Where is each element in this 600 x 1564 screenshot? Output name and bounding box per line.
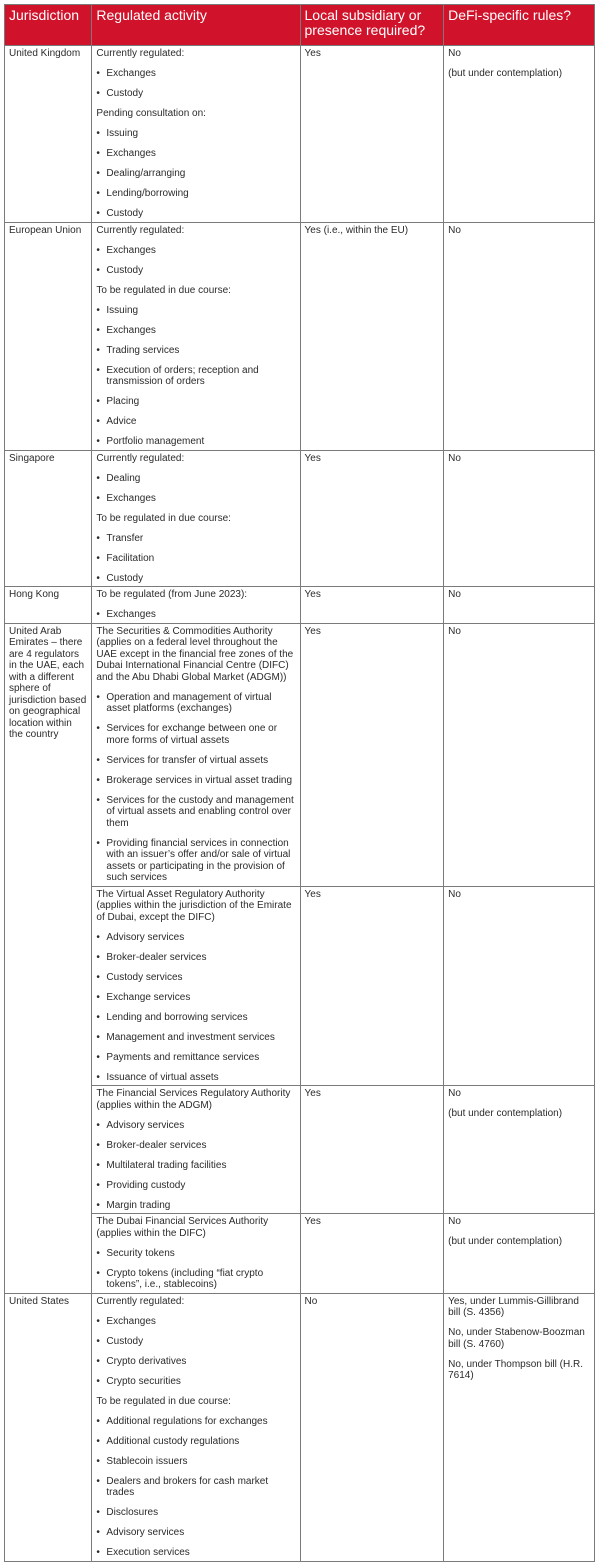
activity-bullet-item: • Exchanges <box>96 493 295 505</box>
table-row <box>5 587 595 624</box>
defi-rules-value: No <box>448 1088 461 1099</box>
activity-heading: To be regulated in due course: <box>96 1395 231 1407</box>
jurisdiction-cell: European Union <box>5 222 92 450</box>
table-row <box>5 886 595 1086</box>
defi-rules-value: No, under Stabenow-Boozman bill (S. 4760) <box>448 1327 585 1350</box>
activity-bullet-item: • Margin trading <box>96 1200 295 1212</box>
activity-bullet-item: • Trading services <box>96 345 295 357</box>
activity-heading: The Virtual Asset Regulatory Authority (applies within the jurisdiction of the Emirate of Dubai, except the DIFC) <box>96 888 292 923</box>
activity-bullet-item: • Issuing <box>96 128 295 140</box>
defi-rules-value: No <box>448 589 461 600</box>
activity-bullet-item: • Payments and remittance services <box>96 1052 295 1064</box>
activity-bullet-item: • Exchanges <box>96 609 295 621</box>
activity-bullet-item: • Custody <box>96 88 295 100</box>
local-presence-cell <box>300 1086 444 1214</box>
activity-bullet-item: • Issuing <box>96 305 295 317</box>
local-presence-cell <box>300 450 444 587</box>
activity-bullet-item: • Services for transfer of virtual assets <box>96 755 295 767</box>
activity-bullet-item: • Placing <box>96 396 295 408</box>
activity-bullet-item: • Broker-dealer services <box>96 1140 295 1152</box>
activity-bullet-item: • Exchanges <box>96 1316 295 1328</box>
defi-rules-value: No <box>448 48 461 59</box>
activity-bullet-item: • Custody <box>96 1336 295 1348</box>
defi-rules-cell <box>444 587 595 624</box>
activity-bullet-item: • Multilateral trading facilities <box>96 1160 295 1172</box>
activity-bullet-item: • Services for exchange between one or more forms of virtual assets <box>96 723 295 746</box>
activity-heading: The Dubai Financial Services Authority (applies within the DIFC) <box>96 1216 269 1239</box>
jurisdiction-cell: Hong Kong <box>5 587 92 624</box>
activity-bullet-item: • Dealing <box>96 473 295 485</box>
local-presence-cell <box>300 1293 444 1561</box>
activity-bullet-item: • Advisory services <box>96 1527 295 1539</box>
header-row <box>5 5 595 46</box>
defi-rules-value: No <box>448 224 461 236</box>
jurisdiction-cell: United Arab Emirates – there are 4 regulators in the UAE, each with a different sphere of jurisdiction based on geographical location within the country <box>5 623 92 1293</box>
activity-bullet-item: • Lending/borrowing <box>96 188 295 200</box>
defi-rules-value: No <box>448 1216 461 1227</box>
defi-rules-cell <box>444 1214 595 1294</box>
activity-bullet-item: • Dealing/arranging <box>96 168 295 180</box>
local-presence-cell <box>300 1214 444 1294</box>
local-presence-value: No <box>304 1295 318 1307</box>
table-body <box>5 46 595 1562</box>
activity-bullet-item: • Execution of orders; reception and transmission of orders <box>96 365 295 388</box>
local-presence-value: Yes <box>304 589 321 600</box>
header-jurisdiction: Jurisdiction <box>5 5 92 46</box>
local-presence-value: Yes <box>304 625 321 637</box>
local-presence-value: Yes <box>304 888 321 900</box>
table-row <box>5 1214 595 1294</box>
local-presence-value: Yes <box>304 1088 321 1099</box>
local-presence-cell <box>300 46 444 223</box>
regulated-activity-cell <box>92 623 300 886</box>
activity-bullet-item: • Additional regulations for exchanges <box>96 1416 295 1428</box>
jurisdiction-cell: United Kingdom <box>5 46 92 223</box>
defi-rules-cell <box>444 623 595 886</box>
activity-bullet-item: • Disclosures <box>96 1507 295 1519</box>
activity-bullet-item: • Services for the custody and management of virtual assets and enabling control over them <box>96 795 295 830</box>
regulated-activity-cell <box>92 587 300 624</box>
regulated-activity-cell <box>92 450 300 587</box>
activity-bullet-item: • Custody <box>96 208 295 220</box>
header-local-presence: Local subsidiary or presence required? <box>300 5 444 46</box>
activity-heading: To be regulated (from June 2023): <box>96 589 248 600</box>
activity-heading: To be regulated in due course: <box>96 512 231 524</box>
activity-heading: The Financial Services Regulatory Authority (applies within the ADGM) <box>96 1088 291 1111</box>
activity-bullet-item: • Crypto securities <box>96 1376 295 1388</box>
activity-bullet-item: • Security tokens <box>96 1248 295 1260</box>
table-row <box>5 1293 595 1561</box>
activity-heading: Currently regulated: <box>96 1295 185 1307</box>
activity-bullet-item: • Dealers and brokers for cash market trades <box>96 1476 295 1499</box>
local-presence-cell <box>300 623 444 886</box>
activity-bullet-item: • Crypto derivatives <box>96 1356 295 1368</box>
defi-rules-cell <box>444 450 595 587</box>
defi-rules-value: No <box>448 452 461 464</box>
defi-rules-value: No <box>448 888 461 900</box>
local-presence-cell <box>300 587 444 624</box>
defi-rules-value: (but under contemplation) <box>448 68 563 79</box>
defi-rules-value: Yes, under Lummis-Gillibrand bill (S. 4356) <box>448 1295 579 1318</box>
defi-rules-cell <box>444 1086 595 1214</box>
activity-bullet-item: • Exchanges <box>96 325 295 337</box>
activity-heading: Currently regulated: <box>96 452 185 464</box>
local-presence-value: Yes <box>304 452 321 464</box>
regulation-table <box>4 4 595 1562</box>
activity-bullet-item: • Brokerage services in virtual asset trading <box>96 775 295 787</box>
activity-bullet-item: • Exchanges <box>96 68 295 80</box>
regulated-activity-cell <box>92 886 300 1086</box>
local-presence-value: Yes (i.e., within the EU) <box>304 224 409 236</box>
activity-bullet-item: • Lending and borrowing services <box>96 1012 295 1024</box>
defi-rules-value: No <box>448 625 461 637</box>
activity-heading: The Securities & Commodities Authority (applies on a federal level throughout the UAE except in the financial free zones of the Dubai International Financial Centre (DIFC) and the Abu Dhabi Global Market (ADGM)) <box>96 625 294 683</box>
activity-bullet-item: • Crypto tokens (including “fiat crypto tokens”, i.e., stablecoins) <box>96 1268 295 1291</box>
jurisdiction-cell: United States <box>5 1293 92 1561</box>
activity-bullet-item: • Advisory services <box>96 932 295 944</box>
activity-bullet-item: • Execution services <box>96 1547 295 1559</box>
activity-heading: Currently regulated: <box>96 224 185 236</box>
activity-bullet-item: • Advice <box>96 416 295 428</box>
activity-bullet-item: • Exchanges <box>96 245 295 257</box>
activity-heading: Currently regulated: <box>96 48 185 59</box>
activity-bullet-item: • Custody services <box>96 972 295 984</box>
regulated-activity-cell <box>92 222 300 450</box>
defi-rules-value: No, under Thompson bill (H.R. 7614) <box>448 1358 583 1381</box>
activity-bullet-item: • Additional custody regulations <box>96 1436 295 1448</box>
activity-bullet-item: • Management and investment services <box>96 1032 295 1044</box>
activity-bullet-item: • Custody <box>96 573 295 585</box>
activity-heading: To be regulated in due course: <box>96 284 231 296</box>
activity-heading: Pending consultation on: <box>96 108 206 119</box>
activity-bullet-item: • Operation and management of virtual asset platforms (exchanges) <box>96 692 295 715</box>
defi-rules-cell <box>444 1293 595 1561</box>
regulated-activity-cell <box>92 1086 300 1214</box>
defi-rules-cell <box>444 886 595 1086</box>
local-presence-cell <box>300 222 444 450</box>
local-presence-cell <box>300 886 444 1086</box>
local-presence-value: Yes <box>304 48 321 59</box>
local-presence-value: Yes <box>304 1216 321 1227</box>
activity-bullet-item: • Portfolio management <box>96 436 295 448</box>
activity-bullet-item: • Providing financial services in connection with an issuer’s offer and/or sale of virtual assets or participating in the provision of such services <box>96 838 295 884</box>
table-row <box>5 1086 595 1214</box>
activity-bullet-item: • Exchanges <box>96 148 295 160</box>
defi-rules-cell <box>444 46 595 223</box>
table-row <box>5 450 595 587</box>
header-regulated-activity: Regulated activity <box>92 5 300 46</box>
activity-bullet-item: • Transfer <box>96 533 295 545</box>
table-row <box>5 222 595 450</box>
activity-bullet-item: • Broker-dealer services <box>96 952 295 964</box>
regulated-activity-cell <box>92 46 300 223</box>
regulated-activity-cell <box>92 1214 300 1294</box>
table-row <box>5 46 595 223</box>
activity-bullet-item: • Facilitation <box>96 553 295 565</box>
header-defi-rules: DeFi-specific rules? <box>444 5 595 46</box>
activity-bullet-item: • Exchange services <box>96 992 295 1004</box>
activity-bullet-item: • Custody <box>96 265 295 277</box>
table-row <box>5 623 595 886</box>
defi-rules-cell <box>444 222 595 450</box>
activity-bullet-item: • Advisory services <box>96 1120 295 1132</box>
activity-bullet-item: • Issuance of virtual assets <box>96 1072 295 1084</box>
regulated-activity-cell <box>92 1293 300 1561</box>
defi-rules-value: (but under contemplation) <box>448 1236 563 1247</box>
activity-bullet-item: • Stablecoin issuers <box>96 1456 295 1468</box>
activity-bullet-item: • Providing custody <box>96 1180 295 1192</box>
jurisdiction-cell: Singapore <box>5 450 92 587</box>
defi-rules-value: (but under contemplation) <box>448 1108 563 1119</box>
